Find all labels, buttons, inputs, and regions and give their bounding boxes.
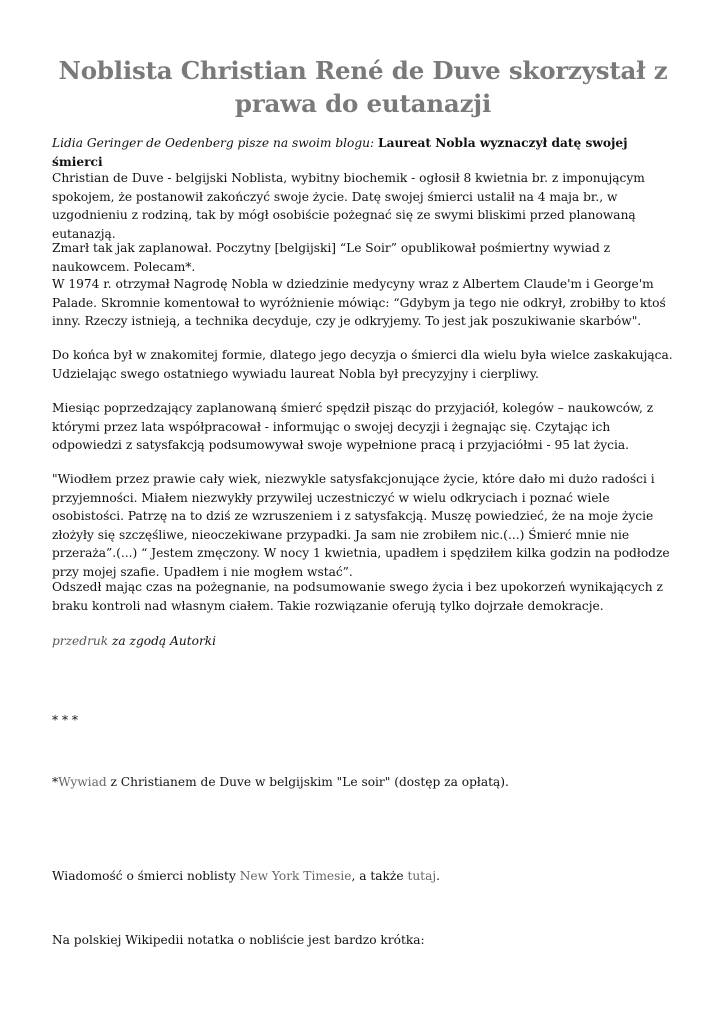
paragraph-1: Christian de Duve - belgijski Noblista, wybitny biochemik - ogłosił 8 kwietnia br. z imponującym spokojem, że postanowił zakończyć swoje życie. Datę swojej śmierci ustalił na 4 maja br., w uzgodnieniu z rodziną, tak by mógł osobiście pożegnać się ze swymi bliskimi przed planowaną eutanazją. — [52, 171, 645, 241]
here-link[interactable]: tutaj — [407, 869, 437, 883]
reprint-text: za zgodą Autorki — [108, 634, 217, 648]
reprint-link[interactable]: przedruk — [52, 634, 109, 648]
footnote — [52, 773, 674, 792]
footnote-asterisk: * — [52, 775, 59, 789]
news-text-1: Wiadomość o śmierci noblisty — [52, 869, 240, 883]
paragraph-4: Do końca był w znakomitej formie, dlatego jego decyzja o śmierci dla wielu była wielce zaskakująca. Udzielając swego ostatniego wywiadu laureat Nobla był precyzyjny i cierpliwy. — [52, 348, 673, 381]
paragraph-7: Odszedł mając czas na pożegnanie, na podsumowanie swego życia i bez upokorzeń wynikających z braku kontroli nad własnym ciałem. Takie rozwiązanie oferują tylko dojrzałe demokracje. — [52, 580, 663, 613]
nyt-link[interactable]: New York Timesie — [239, 869, 352, 883]
article-title: Noblista Christian René de Duve skorzystał z prawa do eutanazji — [58, 56, 668, 118]
news-line — [52, 867, 674, 886]
intro-author-note: Lidia Geringer de Oedenberg pisze na swoim blogu: — [52, 136, 379, 150]
paragraph-2: Zmarł tak jak zaplanował. Poczytny [belgijski] “Le Soir” opublikował pośmiertny wywiad z naukowcem. Polecam*. — [52, 241, 611, 274]
intro-line — [52, 134, 674, 171]
paragraph-5: Miesiąc poprzedzający zaplanowaną śmierć spędził pisząc do przyjaciół, kolegów – naukowców, z którymi przez lata współpracował - informując o swojej decyzji i żegnając się. Czytając ich odpowiedzi z satysfakcją podsumowywał swoje wypełnione pracą i przyjaciółmi - 95 lat życia. — [52, 401, 654, 452]
quote-paragraph: "Wiodłem przez prawie cały wiek, niezwykle satysfakcjonujące życie, które dało mi dużo radości i przyjemności. Miałem niezwykły przywilej uczestniczyć w wielu odkryciach i poznać wiele osobistości. Patrzę na to dziś ze wzruszeniem i z satysfakcją. Muszę powiedzieć, że na moje życie złożyły się szczęśliwe, nieoczekiwane przypadki. Ja sam nie zrobiłem nic.(...) Śmierć mnie nie przeraża”.(...) “ Jestem zmęczony. W nocy 1 kwietnia, upadłem i spędziłem kilka godzin na podłodze przy mojej szafie. Upadłem i nie mogłem wstać”. — [52, 472, 670, 579]
wiki-note: Na polskiej Wikipedii notatka o nobliście jest bardzo krótka: — [52, 933, 425, 947]
intro-blog-title: Laureat Nobla wyznaczył datę swojej śmierci — [52, 136, 628, 169]
news-text-3: . — [436, 869, 441, 883]
paragraph-3: W 1974 r. otrzymał Nagrodę Nobla w dziedzinie medycyny wraz z Albertem Claude'm i George'm Palade. Skromnie komentował to wyróżnienie mówiąc: “Gdybym ja tego nie odkrył, zrobiłby to ktoś inny. Rzeczy istnieją, a technika decyduje, czy je odkryjemy. To jest jak poszukiwanie skarbów". — [52, 277, 666, 328]
reprint-note — [52, 632, 674, 651]
separator: * * * — [52, 713, 79, 727]
news-text-2: , a także — [351, 869, 408, 883]
interview-link[interactable]: Wywiad — [58, 775, 107, 789]
footnote-text: z Christianem de Duve w belgijskim "Le soir" (dostęp za opłatą). — [106, 775, 509, 789]
